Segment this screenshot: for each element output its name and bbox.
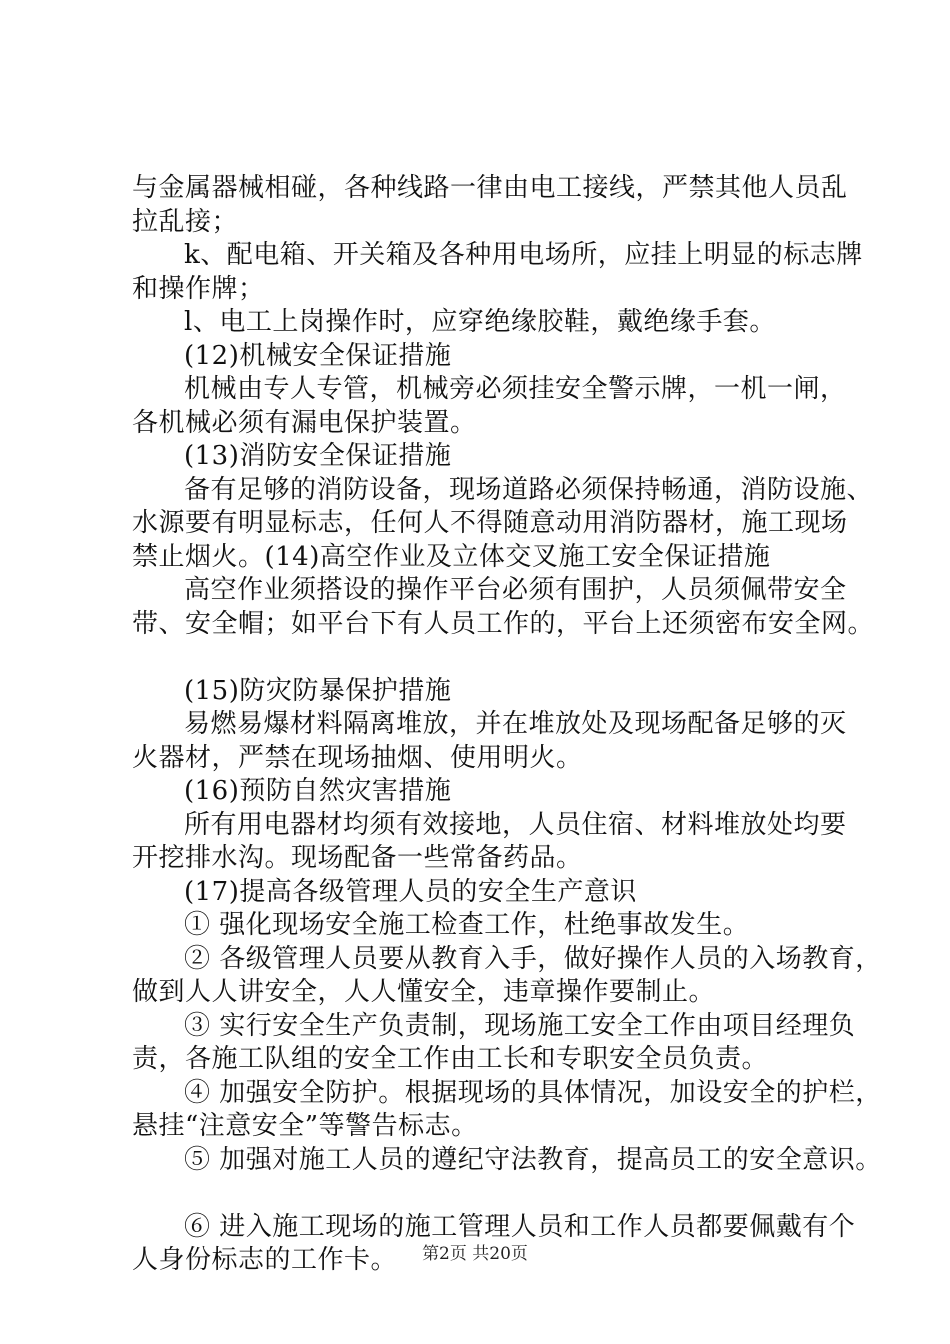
text-line: ④ 加强安全防护。根据现场的具体情况，加设安全的护栏，	[184, 1077, 882, 1108]
text-line: ⑤ 加强对施工人员的遵纪守法教育，提高员工的安全意识。	[184, 1144, 882, 1175]
text-line: 易燃易爆材料隔离堆放，并在堆放处及现场配备足够的灭	[184, 709, 847, 739]
text-line: 高空作业须搭设的操作平台必须有围护，人员须佩带安全	[184, 575, 847, 605]
text-line: 所有用电器材均须有效接地，人员住宿、材料堆放处均要	[184, 809, 847, 840]
text-line: 带、安全帽；如平台下有人员工作的，平台上还须密布安全网。	[132, 608, 875, 639]
text-line: ② 各级管理人员要从教育入手，做好操作人员的入场教育，	[184, 943, 882, 974]
text-line: ⑥ 进入施工现场的施工管理人员和工作人员都要佩戴有个	[184, 1211, 856, 1242]
text-line: (17)提高各级管理人员的安全生产意识	[184, 876, 637, 907]
text-line: 开挖排水沟。现场配备一些常备药品。	[132, 843, 583, 873]
text-line: (15)防灾防暴保护措施	[184, 675, 452, 706]
text-line: 禁止烟火。(14)高空作业及立体交叉施工安全保证措施	[132, 541, 771, 572]
document-body	[132, 172, 882, 1278]
text-line: (13)消防安全保证措施	[184, 441, 452, 471]
text-line: 火器材，严禁在现场抽烟、使用明火。	[132, 742, 583, 773]
text-line: 备有足够的消防设备，现场道路必须保持畅通，消防设施、	[184, 474, 874, 505]
text-line: 做到人人讲安全，人人懂安全，违章操作要制止。	[132, 977, 716, 1007]
text-line: l、电工上岗操作时，应穿绝缘胶鞋，戴绝缘手套。	[184, 307, 776, 337]
text-line: 水源要有明显标志，任何人不得随意动用消防器材，施工现场	[132, 508, 848, 538]
text-line: 悬挂“注意安全”等警告标志。	[132, 1111, 478, 1141]
text-line: 和操作牌；	[132, 273, 265, 304]
text-line: ③ 实行安全生产负责制，现场施工安全工作由项目经理负	[184, 1010, 856, 1041]
blank-line	[132, 1177, 852, 1211]
text-line: 人身份标志的工作卡。	[132, 1245, 398, 1275]
blank-line	[132, 641, 852, 675]
text-line: k、配电箱、开关箱及各种用电场所，应挂上明显的标志牌	[184, 240, 863, 270]
text-line: 责，各施工队组的安全工作由工长和专职安全员负责。	[132, 1044, 769, 1074]
text-line: (12)机械安全保证措施	[184, 340, 452, 371]
text-line: 机械由专人专管，机械旁必须挂安全警示牌，一机一闸，	[184, 374, 847, 404]
text-line: 拉乱接；	[132, 206, 239, 237]
text-line: (16)预防自然灾害措施	[184, 776, 452, 806]
text-line: 各机械必须有漏电保护装置。	[132, 407, 477, 438]
text-line: ① 强化现场安全施工检查工作，杜绝事故发生。	[184, 910, 750, 940]
text-line: 与金属器械相碰，各种线路一律由电工接线，严禁其他人员乱	[132, 173, 848, 203]
page-footer: 第2页 共20页	[422, 1244, 528, 1264]
